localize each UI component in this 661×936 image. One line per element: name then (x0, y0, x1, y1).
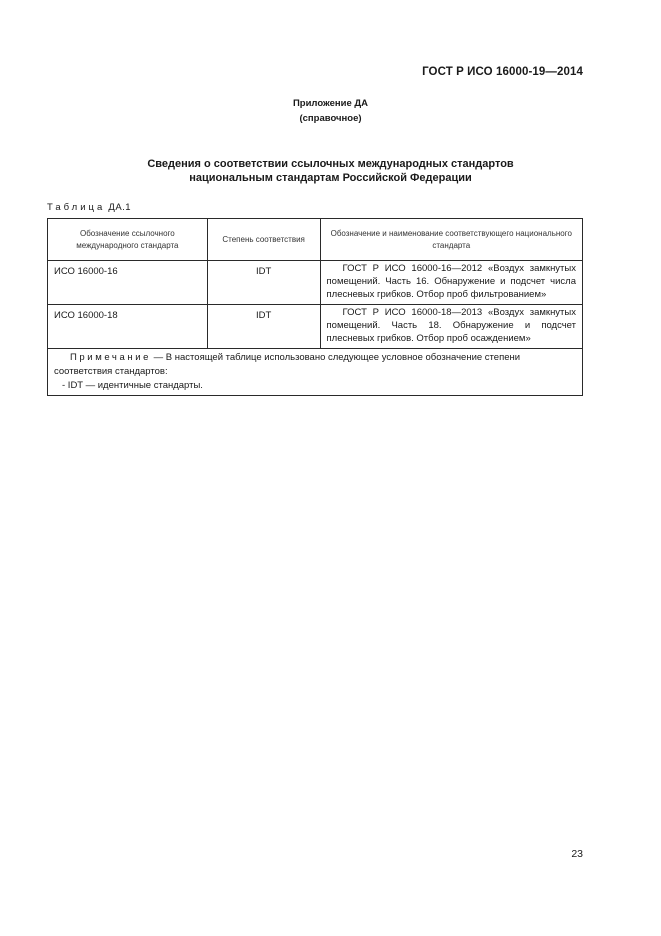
table-caption-word: Таблица (47, 202, 106, 213)
note-label: Примечание (70, 352, 151, 363)
table-note (48, 349, 583, 396)
table-header-row (48, 219, 583, 261)
page-number: 23 (571, 848, 583, 860)
table-row (48, 261, 583, 305)
note-list-item: - IDT — идентичные стандарты. (62, 380, 203, 391)
table-caption-number: ДА.1 (108, 202, 132, 213)
header-intl-standard: Обозначение ссылочного международного стандарта (48, 219, 208, 261)
table-row (48, 305, 583, 349)
header-national-standard: Обозначение и наименование соответствующего национального стандарта (320, 219, 582, 261)
appendix-title: Приложение ДА (292, 98, 369, 109)
national-standard-text: ГОСТ Р ИСО 16000-16—2012 «Воздух замкнутых помещений. Часть 16. Обнаружение и подсчет числа плесневых грибков. Отбор проб фильтрованием» (326, 263, 576, 300)
header-degree: Степень соответствия (207, 219, 320, 261)
note-paragraph (54, 351, 576, 379)
cell-intl-standard: ИСО 16000-18 (48, 305, 208, 349)
national-standard-text: ГОСТ Р ИСО 16000-18—2013 «Воздух замкнутых помещений. Часть 18. Обнаружение и подсчет плесневых грибков. Отбор проб осаждением» (326, 307, 576, 344)
table-note-row (48, 349, 583, 396)
section-title (0, 157, 661, 185)
cell-intl-standard: ИСО 16000-16 (48, 261, 208, 305)
standard-code-header: ГОСТ Р ИСО 16000-19—2014 (422, 66, 583, 78)
cell-degree: IDT (207, 305, 320, 349)
cell-degree: IDT (207, 261, 320, 305)
cell-national-standard (320, 305, 582, 349)
correspondence-table (47, 218, 583, 396)
note-text: — В настоящей таблице использовано следующее условное обозначение степени соответствия стандартов: (54, 352, 521, 377)
cell-national-standard (320, 261, 582, 305)
appendix-heading (0, 96, 661, 126)
section-title-line-1: Сведения о соответствии ссылочных международных стандартов (147, 158, 514, 170)
table-caption (47, 202, 131, 213)
section-title-line-2: национальным стандартам Российской Федерации (189, 172, 472, 184)
appendix-subtitle: (справочное) (299, 113, 362, 124)
